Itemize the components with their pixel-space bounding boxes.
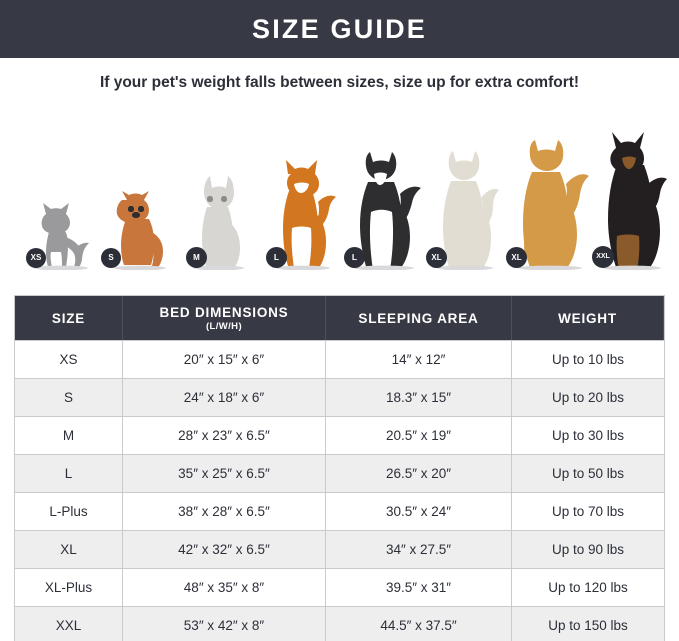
cell-weight: Up to 10 lbs xyxy=(551,352,625,367)
size-badge-xl1: XL xyxy=(426,247,447,268)
cell-weight: Up to 20 lbs xyxy=(551,390,625,405)
cell-size: XL-Plus xyxy=(15,569,123,606)
cell-size: XXL xyxy=(15,607,123,641)
subtitle-note: If your pet's weight falls between sizes, size up for extra comfort! xyxy=(99,74,580,91)
cell-sleeping-area: 14″ x 12″ xyxy=(326,341,512,378)
size-badge-xl2: XL xyxy=(506,247,527,268)
animal-size-illustrations xyxy=(8,130,671,272)
animal-group-l1 xyxy=(258,160,340,272)
cell-dimensions: 35″ x 25″ x 6.5″ xyxy=(123,455,326,492)
table-row xyxy=(15,340,664,378)
animal-group-s xyxy=(93,188,173,272)
table-row xyxy=(15,492,664,530)
table-header-size xyxy=(15,296,123,340)
animal-group-m xyxy=(176,176,254,272)
cell-sleeping-area: 18.3″ x 15″ xyxy=(326,379,512,416)
table-header-sleeping-area xyxy=(326,296,512,340)
table-row xyxy=(15,568,664,606)
cell-sleeping-area: 20.5″ x 19″ xyxy=(326,417,512,454)
cell-dimensions: 20″ x 15″ x 6″ xyxy=(123,341,326,378)
size-badge-s: S xyxy=(101,248,121,268)
table-header-weight xyxy=(512,296,664,340)
table-header-bed-dimensions-label: BED DIMENSIONS xyxy=(159,304,289,320)
table-row xyxy=(15,606,664,641)
table-header-weight-label: WEIGHT xyxy=(558,310,617,326)
cell-weight: Up to 120 lbs xyxy=(548,580,628,595)
table-row xyxy=(15,454,664,492)
table-header-row xyxy=(15,296,664,340)
cell-dimensions: 38″ x 28″ x 6.5″ xyxy=(123,493,326,530)
cell-size: XS xyxy=(15,341,123,378)
animal-group-xxl xyxy=(586,134,672,272)
size-badge-m: M xyxy=(186,247,207,268)
header-bar xyxy=(0,0,679,58)
page-title: SIZE GUIDE xyxy=(251,14,428,44)
cell-weight: Up to 70 lbs xyxy=(551,504,625,519)
cell-dimensions: 42″ x 32″ x 6.5″ xyxy=(123,531,326,568)
animal-group-xl1 xyxy=(420,152,504,272)
cell-sleeping-area: 34″ x 27.5″ xyxy=(326,531,512,568)
table-header-bed-dimensions xyxy=(123,296,326,340)
animal-group-xs xyxy=(16,200,92,272)
animal-group-l2 xyxy=(338,154,424,272)
cell-size: S xyxy=(15,379,123,416)
table-row xyxy=(15,530,664,568)
table-header-size-label: SIZE xyxy=(51,310,86,326)
cell-weight: Up to 150 lbs xyxy=(548,618,628,633)
table-row xyxy=(15,378,664,416)
size-badge-xxl: XXL xyxy=(592,246,614,268)
cell-size: M xyxy=(15,417,123,454)
cell-weight: Up to 90 lbs xyxy=(551,542,625,557)
cell-dimensions: 24″ x 18″ x 6″ xyxy=(123,379,326,416)
size-badge-l2: L xyxy=(344,247,365,268)
size-badge-xs: XS xyxy=(26,248,46,268)
animal-group-xl2 xyxy=(500,142,592,272)
cell-weight: Up to 30 lbs xyxy=(551,428,625,443)
cell-dimensions: 48″ x 35″ x 8″ xyxy=(123,569,326,606)
cell-weight: Up to 50 lbs xyxy=(551,466,625,481)
cell-dimensions: 53″ x 42″ x 8″ xyxy=(123,607,326,641)
cell-size: XL xyxy=(15,531,123,568)
size-table xyxy=(14,295,665,641)
cell-sleeping-area: 30.5″ x 24″ xyxy=(326,493,512,530)
table-header-sleeping-area-label: SLEEPING AREA xyxy=(358,310,479,326)
cell-size: L-Plus xyxy=(15,493,123,530)
table-header-bed-dimensions-sub: (L/W/H) xyxy=(205,320,243,332)
cell-sleeping-area: 44.5″ x 37.5″ xyxy=(326,607,512,641)
cell-sleeping-area: 39.5″ x 31″ xyxy=(326,569,512,606)
cell-dimensions: 28″ x 23″ x 6.5″ xyxy=(123,417,326,454)
size-badge-l1: L xyxy=(266,247,287,268)
table-row xyxy=(15,416,664,454)
cell-sleeping-area: 26.5″ x 20″ xyxy=(326,455,512,492)
cell-size: L xyxy=(15,455,123,492)
